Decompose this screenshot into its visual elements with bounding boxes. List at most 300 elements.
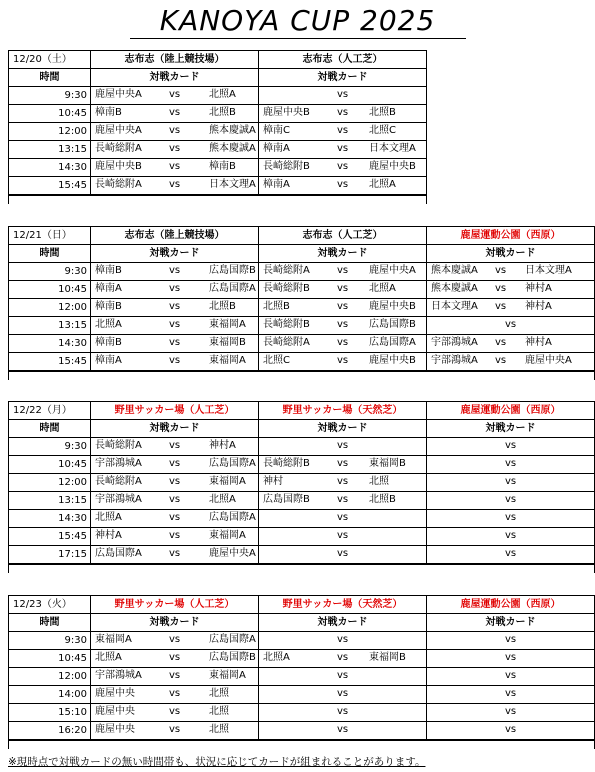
table-row	[9, 317, 595, 335]
vs-label: vs	[169, 652, 181, 663]
match-cell	[259, 722, 427, 741]
match-cell	[91, 299, 259, 317]
column-header-row	[9, 69, 427, 87]
team-a: 神村A	[95, 530, 122, 541]
match-card-header: 対戦カード	[91, 420, 259, 438]
team-b: 鹿屋中央A	[525, 355, 572, 366]
team-a: 宇部鴻城A	[95, 458, 142, 469]
team-a: 長崎総附B	[263, 458, 310, 469]
spacer-row	[9, 740, 595, 749]
page-title: KANOYA CUP 2025	[159, 4, 436, 37]
team-b: 広島国際A	[209, 283, 256, 294]
table-row	[9, 123, 427, 141]
team-b: 神村A	[209, 440, 236, 451]
match-card-header: 対戦カード	[427, 420, 595, 438]
team-a: 宇部鴻城A	[431, 355, 478, 366]
venue-header-row	[9, 227, 595, 245]
team-b: 鹿屋中央B	[369, 301, 416, 312]
team-a: 宇部鴻城A	[95, 670, 142, 681]
match-cell	[91, 263, 259, 281]
team-b: 広島国際B	[209, 265, 256, 276]
match-cell	[91, 722, 259, 741]
match-cell	[427, 722, 595, 741]
match-cell	[91, 456, 259, 474]
table-row	[9, 474, 595, 492]
vs-label: vs	[505, 440, 517, 451]
column-header-row	[9, 245, 595, 263]
team-a: 北照A	[95, 512, 122, 523]
day-table	[8, 50, 427, 204]
vs-label: vs	[337, 706, 349, 717]
team-b: 鹿屋中央B	[369, 161, 416, 172]
team-a: 北照A	[263, 652, 290, 663]
match-cell	[427, 546, 595, 565]
time-cell: 12:00	[9, 299, 91, 317]
vs-label: vs	[169, 143, 181, 154]
match-cell	[259, 668, 427, 686]
vs-label: vs	[505, 530, 517, 541]
vs-label: vs	[337, 265, 349, 276]
match-cell	[91, 704, 259, 722]
match-card-header: 対戦カード	[259, 614, 427, 632]
vs-label: vs	[337, 458, 349, 469]
match-cell	[427, 668, 595, 686]
vs-label: vs	[169, 440, 181, 451]
team-a: 宇部鴻城A	[95, 494, 142, 505]
vs-label: vs	[169, 548, 181, 559]
time-cell: 12:00	[9, 123, 91, 141]
match-cell	[91, 281, 259, 299]
match-cell	[91, 546, 259, 565]
vs-label: vs	[495, 301, 507, 312]
table-row	[9, 335, 595, 353]
table-row	[9, 281, 595, 299]
venue-name: 野里サッカー場（人工芝）	[91, 402, 259, 420]
team-b: 東福岡A	[209, 355, 246, 366]
team-b: 神村A	[525, 301, 552, 312]
match-cell	[427, 456, 595, 474]
venue-name: 野里サッカー場（天然芝）	[259, 596, 427, 614]
team-a: 鹿屋中央	[95, 688, 135, 699]
team-b: 北照	[209, 688, 229, 699]
team-b: 広島国際B	[209, 652, 256, 663]
team-b: 熊本慶誠A	[209, 125, 256, 136]
table-row	[9, 546, 595, 565]
day-table	[8, 595, 595, 749]
table-row	[9, 105, 427, 123]
date-cell: 12/20（土）	[9, 51, 91, 69]
team-b: 広島国際A	[209, 634, 256, 645]
team-b: 鹿屋中央A	[209, 548, 256, 559]
time-cell: 15:45	[9, 353, 91, 372]
venue-header-row	[9, 402, 595, 420]
vs-label: vs	[337, 476, 349, 487]
time-cell: 10:45	[9, 650, 91, 668]
venue-name: 野里サッカー場（人工芝）	[91, 596, 259, 614]
vs-label: vs	[169, 89, 181, 100]
vs-label: vs	[505, 548, 517, 559]
time-cell: 12:00	[9, 668, 91, 686]
vs-label: vs	[169, 161, 181, 172]
spacer-row	[9, 371, 595, 380]
time-header: 時間	[9, 69, 91, 87]
match-cell	[91, 177, 259, 196]
table-row	[9, 159, 427, 177]
time-cell: 14:00	[9, 686, 91, 704]
vs-label: vs	[169, 706, 181, 717]
table-row	[9, 704, 595, 722]
team-b: 北照B	[369, 107, 396, 118]
vs-label: vs	[169, 355, 181, 366]
match-cell	[427, 438, 595, 456]
team-b: 東福岡A	[209, 319, 246, 330]
venue-name: 鹿屋運動公園（西原）	[427, 596, 595, 614]
match-cell	[259, 474, 427, 492]
team-a: 長崎総附B	[263, 161, 310, 172]
venue-name: 鹿屋運動公園（西原）	[427, 402, 595, 420]
team-a: 長崎総附A	[95, 179, 142, 190]
vs-label: vs	[337, 652, 349, 663]
time-cell: 10:45	[9, 456, 91, 474]
match-cell	[259, 456, 427, 474]
team-a: 北照C	[263, 355, 290, 366]
vs-label: vs	[169, 512, 181, 523]
match-cell	[91, 686, 259, 704]
team-a: 北照B	[263, 301, 290, 312]
vs-label: vs	[505, 319, 517, 330]
spacer-cell	[9, 195, 427, 204]
table-row	[9, 438, 595, 456]
vs-label: vs	[495, 355, 507, 366]
team-b: 広島国際A	[369, 337, 416, 348]
match-cell	[427, 650, 595, 668]
vs-label: vs	[169, 688, 181, 699]
match-cell	[427, 528, 595, 546]
team-b: 北照B	[209, 301, 236, 312]
team-a: 熊本慶誠A	[431, 265, 478, 276]
match-cell	[91, 105, 259, 123]
team-b: 東福岡A	[209, 530, 246, 541]
team-a: 樟南A	[263, 179, 290, 190]
team-b: 神村A	[525, 283, 552, 294]
vs-label: vs	[169, 724, 181, 735]
match-cell	[427, 686, 595, 704]
day-table	[8, 401, 595, 573]
match-cell	[259, 335, 427, 353]
match-card-header: 対戦カード	[259, 420, 427, 438]
time-cell: 9:30	[9, 263, 91, 281]
column-header-row	[9, 420, 595, 438]
team-b: 広島国際A	[209, 512, 256, 523]
vs-label: vs	[337, 107, 349, 118]
match-cell	[427, 353, 595, 372]
team-a: 樟南C	[263, 125, 290, 136]
team-a: 広島国際A	[95, 548, 142, 559]
vs-label: vs	[495, 283, 507, 294]
match-cell	[427, 335, 595, 353]
vs-label: vs	[169, 476, 181, 487]
vs-label: vs	[337, 89, 349, 100]
table-row	[9, 668, 595, 686]
match-card-header: 対戦カード	[427, 245, 595, 263]
team-a: 樟南A	[263, 143, 290, 154]
team-b: 広島国際B	[369, 319, 416, 330]
team-b: 神村A	[525, 337, 552, 348]
time-cell: 9:30	[9, 87, 91, 105]
match-cell	[91, 317, 259, 335]
time-cell: 12:00	[9, 474, 91, 492]
match-cell	[259, 650, 427, 668]
spacer-cell	[9, 371, 595, 380]
team-b: 北照A	[209, 494, 236, 505]
table-row	[9, 87, 427, 105]
match-cell	[259, 87, 427, 105]
match-cell	[259, 353, 427, 372]
team-a: 長崎総附A	[95, 476, 142, 487]
time-cell: 13:15	[9, 492, 91, 510]
table-row	[9, 492, 595, 510]
spacer-row	[9, 564, 595, 573]
match-cell	[427, 299, 595, 317]
team-b: 熊本慶誠A	[209, 143, 256, 154]
match-cell	[427, 704, 595, 722]
match-card-header: 対戦カード	[259, 245, 427, 263]
venue-name: 鹿屋運動公園（西原）	[427, 227, 595, 245]
table-row	[9, 141, 427, 159]
team-a: 鹿屋中央B	[95, 161, 142, 172]
vs-label: vs	[169, 319, 181, 330]
match-cell	[427, 492, 595, 510]
match-cell	[259, 686, 427, 704]
vs-label: vs	[169, 107, 181, 118]
table-row	[9, 299, 595, 317]
match-cell	[259, 123, 427, 141]
vs-label: vs	[337, 355, 349, 366]
team-b: 東福岡B	[369, 458, 406, 469]
team-a: 熊本慶誠A	[431, 283, 478, 294]
team-a: 広島国際B	[263, 494, 310, 505]
venue-name: 志布志（陸上競技場）	[91, 227, 259, 245]
team-b: 北照	[369, 476, 389, 487]
team-b: 日本文理A	[369, 143, 416, 154]
vs-label: vs	[337, 179, 349, 190]
table-row	[9, 632, 595, 650]
team-a: 鹿屋中央	[95, 706, 135, 717]
match-cell	[259, 704, 427, 722]
time-cell: 10:45	[9, 105, 91, 123]
vs-label: vs	[505, 458, 517, 469]
match-cell	[91, 474, 259, 492]
day-table	[8, 226, 595, 380]
match-cell	[91, 528, 259, 546]
team-b: 東福岡B	[369, 652, 406, 663]
match-cell	[427, 281, 595, 299]
table-row	[9, 263, 595, 281]
vs-label: vs	[337, 512, 349, 523]
vs-label: vs	[337, 670, 349, 681]
vs-label: vs	[495, 265, 507, 276]
match-cell	[259, 281, 427, 299]
team-a: 樟南B	[95, 301, 122, 312]
team-a: 神村	[263, 476, 283, 487]
match-card-header: 対戦カード	[427, 614, 595, 632]
match-cell	[427, 474, 595, 492]
vs-label: vs	[505, 512, 517, 523]
match-cell	[91, 87, 259, 105]
time-header: 時間	[9, 614, 91, 632]
team-a: 樟南A	[95, 355, 122, 366]
vs-label: vs	[505, 688, 517, 699]
vs-label: vs	[169, 494, 181, 505]
team-b: 鹿屋中央B	[369, 355, 416, 366]
time-header: 時間	[9, 245, 91, 263]
team-a: 樟南B	[95, 337, 122, 348]
team-b: 鹿屋中央A	[369, 265, 416, 276]
match-card-header: 対戦カード	[259, 69, 427, 87]
venue-header-row	[9, 51, 427, 69]
team-a: 長崎総附B	[263, 319, 310, 330]
team-b: 北照	[209, 724, 229, 735]
match-cell	[259, 159, 427, 177]
match-cell	[259, 317, 427, 335]
match-cell	[259, 105, 427, 123]
match-cell	[259, 177, 427, 196]
match-cell	[259, 546, 427, 565]
match-cell	[91, 510, 259, 528]
match-cell	[259, 632, 427, 650]
vs-label: vs	[505, 494, 517, 505]
team-b: 北照A	[369, 179, 396, 190]
vs-label: vs	[495, 337, 507, 348]
time-cell: 16:20	[9, 722, 91, 741]
footnote: ※現時点で対戦カードの無い時間帯も、状況に応じてカードが組まれることがあります。	[8, 756, 426, 768]
match-cell	[259, 492, 427, 510]
match-card-header: 対戦カード	[91, 245, 259, 263]
team-b: 日本文理A	[525, 265, 572, 276]
match-cell	[91, 159, 259, 177]
time-header: 時間	[9, 420, 91, 438]
vs-label: vs	[337, 283, 349, 294]
vs-label: vs	[169, 634, 181, 645]
team-b: 北照A	[209, 89, 236, 100]
vs-label: vs	[337, 688, 349, 699]
match-cell	[427, 317, 595, 335]
venue-name: 志布志（人工芝）	[259, 51, 427, 69]
table-row	[9, 686, 595, 704]
match-cell	[91, 438, 259, 456]
match-cell	[427, 263, 595, 281]
time-cell: 13:15	[9, 141, 91, 159]
match-card-header: 対戦カード	[91, 69, 259, 87]
match-cell	[259, 263, 427, 281]
vs-label: vs	[337, 494, 349, 505]
team-a: 東福岡A	[95, 634, 132, 645]
team-b: 東福岡A	[209, 476, 246, 487]
vs-label: vs	[169, 670, 181, 681]
spacer-cell	[9, 564, 595, 573]
match-cell	[259, 510, 427, 528]
team-a: 鹿屋中央	[95, 724, 135, 735]
vs-label: vs	[169, 301, 181, 312]
team-a: 長崎総附A	[263, 337, 310, 348]
vs-label: vs	[169, 458, 181, 469]
match-cell	[91, 492, 259, 510]
vs-label: vs	[337, 548, 349, 559]
table-row	[9, 510, 595, 528]
vs-label: vs	[169, 179, 181, 190]
vs-label: vs	[169, 530, 181, 541]
team-a: 日本文理A	[431, 301, 478, 312]
match-cell	[427, 510, 595, 528]
table-row	[9, 650, 595, 668]
team-a: 鹿屋中央A	[95, 89, 142, 100]
team-b: 北照A	[369, 283, 396, 294]
vs-label: vs	[169, 125, 181, 136]
team-a: 長崎総附A	[95, 143, 142, 154]
team-b: 北照C	[369, 125, 396, 136]
column-header-row	[9, 614, 595, 632]
match-cell	[91, 632, 259, 650]
time-cell: 9:30	[9, 632, 91, 650]
vs-label: vs	[337, 337, 349, 348]
vs-label: vs	[505, 476, 517, 487]
date-cell: 12/21（日）	[9, 227, 91, 245]
title-underline	[130, 38, 466, 39]
vs-label: vs	[337, 634, 349, 645]
time-cell: 13:15	[9, 317, 91, 335]
vs-label: vs	[505, 724, 517, 735]
team-b: 北照B	[209, 107, 236, 118]
date-cell: 12/22（月）	[9, 402, 91, 420]
match-cell	[91, 650, 259, 668]
spacer-cell	[9, 740, 595, 749]
vs-label: vs	[505, 652, 517, 663]
match-card-header: 対戦カード	[91, 614, 259, 632]
team-a: 北照A	[95, 319, 122, 330]
vs-label: vs	[337, 530, 349, 541]
vs-label: vs	[337, 301, 349, 312]
date-cell: 12/23（火）	[9, 596, 91, 614]
table-row	[9, 456, 595, 474]
table-row	[9, 177, 427, 196]
venue-name: 志布志（陸上競技場）	[91, 51, 259, 69]
vs-label: vs	[337, 440, 349, 451]
team-a: 宇部鴻城A	[431, 337, 478, 348]
team-a: 北照A	[95, 652, 122, 663]
team-b: 東福岡B	[209, 337, 246, 348]
match-cell	[91, 353, 259, 372]
vs-label: vs	[169, 283, 181, 294]
match-cell	[91, 141, 259, 159]
time-cell: 9:30	[9, 438, 91, 456]
vs-label: vs	[337, 125, 349, 136]
venue-name: 志布志（人工芝）	[259, 227, 427, 245]
match-cell	[259, 438, 427, 456]
time-cell: 15:45	[9, 177, 91, 196]
time-cell: 10:45	[9, 281, 91, 299]
team-a: 鹿屋中央B	[263, 107, 310, 118]
time-cell: 14:30	[9, 510, 91, 528]
match-cell	[91, 123, 259, 141]
vs-label: vs	[505, 634, 517, 645]
match-cell	[259, 299, 427, 317]
vs-label: vs	[505, 706, 517, 717]
vs-label: vs	[169, 337, 181, 348]
team-a: 長崎総附B	[263, 283, 310, 294]
team-a: 樟南A	[95, 283, 122, 294]
match-cell	[259, 141, 427, 159]
time-cell: 14:30	[9, 159, 91, 177]
